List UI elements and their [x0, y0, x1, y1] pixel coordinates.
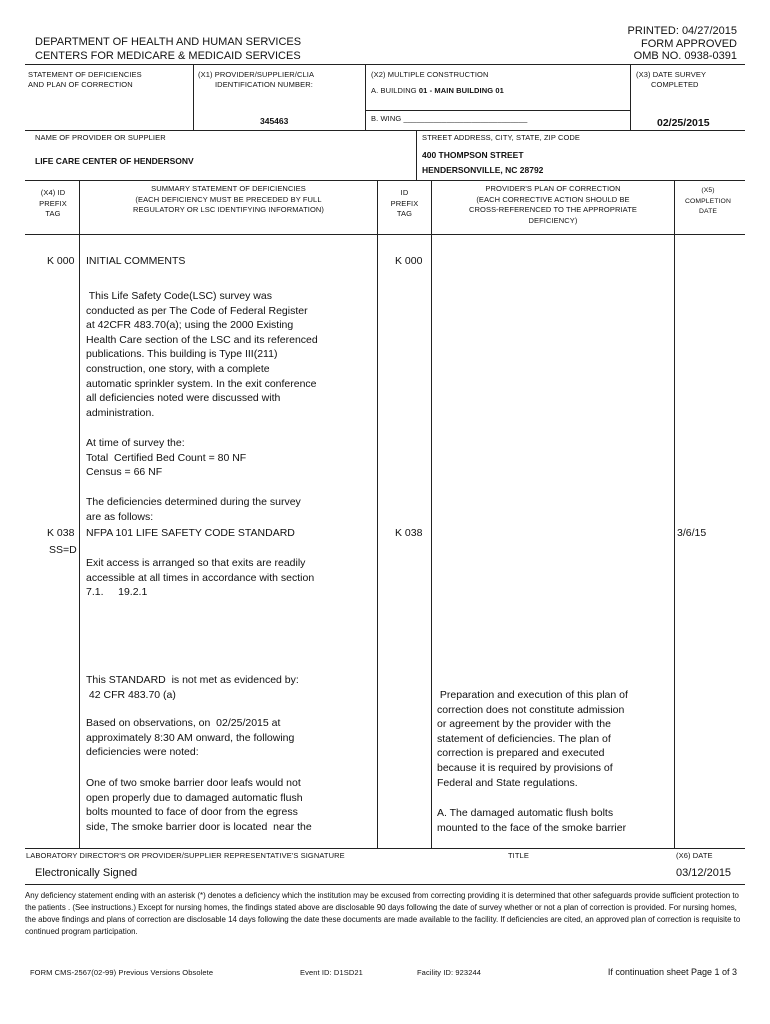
x4-header: (X4) ID PREFIX TAG	[39, 188, 67, 218]
facility-id: Facility ID: 923244	[417, 968, 482, 977]
x5-header: (X5) COMPLETION DATE	[685, 187, 731, 215]
building-label: A. BUILDING	[371, 86, 417, 95]
omb-number: OMB NO. 0938-0391	[633, 50, 737, 62]
initial-comments-title: INITIAL COMMENTS	[86, 255, 186, 267]
disclaimer-text: Any deficiency statement ending with an asterisk (*) denotes a deficiency which the institution may be excused from correcting providing it is determined that other safeguards provide sufficient protection to the patients . (See instructions.) Except for nursing homes, the findings stated above are disclosable 90 days following the date of survey whether or not a plan of correction is provided. For nursing homes, the above findings and plans of correction are disclosable 14 days following the date these documents are made available to the facility. If deficiencies are cited, an approved plan of correction is requisite to continued program participation.	[25, 891, 741, 936]
plan-flush-bolts-paragraph: A. The damaged automatic flush bolts mounted to the face of the smoke barrier	[437, 807, 627, 834]
survey-date: 02/25/2015	[657, 117, 710, 129]
completion-date: 3/6/15	[677, 527, 707, 539]
title-label: TITLE	[508, 851, 529, 860]
page-continuation: If continuation sheet Page 1 of 3	[607, 967, 737, 977]
tag-k038: K 038	[47, 527, 75, 539]
lsc-survey-paragraph: This Life Safety Code(LSC) survey was conducted as per The Code of Federal Register at 42CFR 483.70(a); using the 2000 Existing Health Care section of the LSC and its referenced publications. This building is Type III(211) construction, one story, with a complete automatic sprinkler system. In the exit conference all deficiencies noted were discussed with administration.	[86, 290, 318, 419]
signature-date: 03/12/2015	[676, 867, 732, 879]
event-id: Event ID: D1SD21	[300, 968, 363, 977]
x1-label: (X1) PROVIDER/SUPPLIER/CLIA	[198, 70, 315, 79]
building-value: 01 - MAIN BUILDING 01	[418, 86, 504, 95]
x1-label-2: IDENTIFICATION NUMBER:	[215, 80, 313, 89]
signature-label: LABORATORY DIRECTOR'S OR PROVIDER/SUPPLIER REPRESENTATIVE'S SIGNATURE	[26, 851, 345, 860]
provider-id: 345463	[260, 116, 289, 126]
form-number: FORM CMS-2567(02-99) Previous Versions Obsolete	[30, 968, 214, 977]
census-paragraph: At time of survey the: Total Certified Bed Count = 80 NF Census = 66 NF	[86, 437, 247, 479]
statement-label: STATEMENT OF DEFICIENCIES	[28, 70, 142, 79]
id-header: ID PREFIX TAG	[390, 188, 419, 218]
provider-name-label: NAME OF PROVIDER OR SUPPLIER	[35, 133, 166, 142]
city-state-zip: HENDERSONVILLE, NC 28792	[422, 165, 544, 175]
plan-header: PROVIDER'S PLAN OF CORRECTION (EACH CORRECTIVE ACTION SHOULD BE CROSS-REFERENCED TO THE APPROPRIATE DEFICIENCY)	[469, 184, 637, 225]
summary-header: SUMMARY STATEMENT OF DEFICIENCIES (EACH DEFICIENCY MUST BE PRECEDED BY FULL REGULATORY OR LSC IDENTIFYING INFORMATION)	[132, 184, 325, 214]
x3-label: (X3) DATE SURVEY	[636, 70, 707, 79]
scope-severity: SS=D	[49, 544, 77, 556]
wing-line	[371, 114, 527, 123]
tag-k000: K 000	[47, 255, 75, 267]
building-line	[371, 86, 504, 95]
id-tag-k038: K 038	[395, 527, 423, 539]
address-label: STREET ADDRESS, CITY, STATE, ZIP CODE	[422, 133, 581, 142]
wing-label: B. WING	[371, 114, 402, 123]
id-tag-k000: K 000	[395, 255, 423, 267]
x2-label: (X2) MULTIPLE CONSTRUCTION	[371, 70, 489, 79]
plan-disclaimer-paragraph: Preparation and execution of this plan of correction does not constitute admission or agreement by the provider with the statement of deficiencies. The plan of correction is prepared and executed because it is required by provisions of Federal and State regulations.	[437, 689, 628, 789]
standard-not-met-paragraph: This STANDARD is not met as evidenced by: 42 CFR 483.70 (a)	[86, 674, 299, 701]
nfpa-title: NFPA 101 LIFE SAFETY CODE STANDARD	[86, 527, 295, 539]
department-name: DEPARTMENT OF HEALTH AND HUMAN SERVICES	[35, 36, 302, 48]
provider-name: LIFE CARE CENTER OF HENDERSONV	[35, 156, 194, 166]
x3-label-2: COMPLETED	[651, 80, 699, 89]
exit-access-paragraph: Exit access is arranged so that exits are readily accessible at all times in accordance with section 7.1. 19.2.1	[86, 557, 315, 599]
street-address: 400 THOMPSON STREET	[422, 150, 524, 160]
x6-date-label: (X6) DATE	[676, 851, 713, 860]
observations-paragraph: Based on observations, on 02/25/2015 at approximately 8:30 AM onward, the following deficiencies were noted:	[86, 717, 295, 759]
electronic-signature: Electronically Signed	[35, 867, 138, 879]
smoke-barrier-paragraph: One of two smoke barrier door leafs would not open properly due to damaged automatic flush bolts mounted to face of door from the egress side, The smoke barrier door is located near the	[86, 777, 312, 833]
statement-label-2: AND PLAN OF CORRECTION	[28, 80, 133, 89]
centers-name: CENTERS FOR MEDICARE & MEDICAID SERVICES	[35, 50, 301, 62]
wing-value: _____________________________	[403, 114, 528, 123]
printed-date: PRINTED: 04/27/2015	[627, 25, 737, 37]
deficiencies-intro: The deficiencies determined during the survey are as follows:	[86, 496, 301, 523]
form-approved: FORM APPROVED	[641, 38, 737, 50]
